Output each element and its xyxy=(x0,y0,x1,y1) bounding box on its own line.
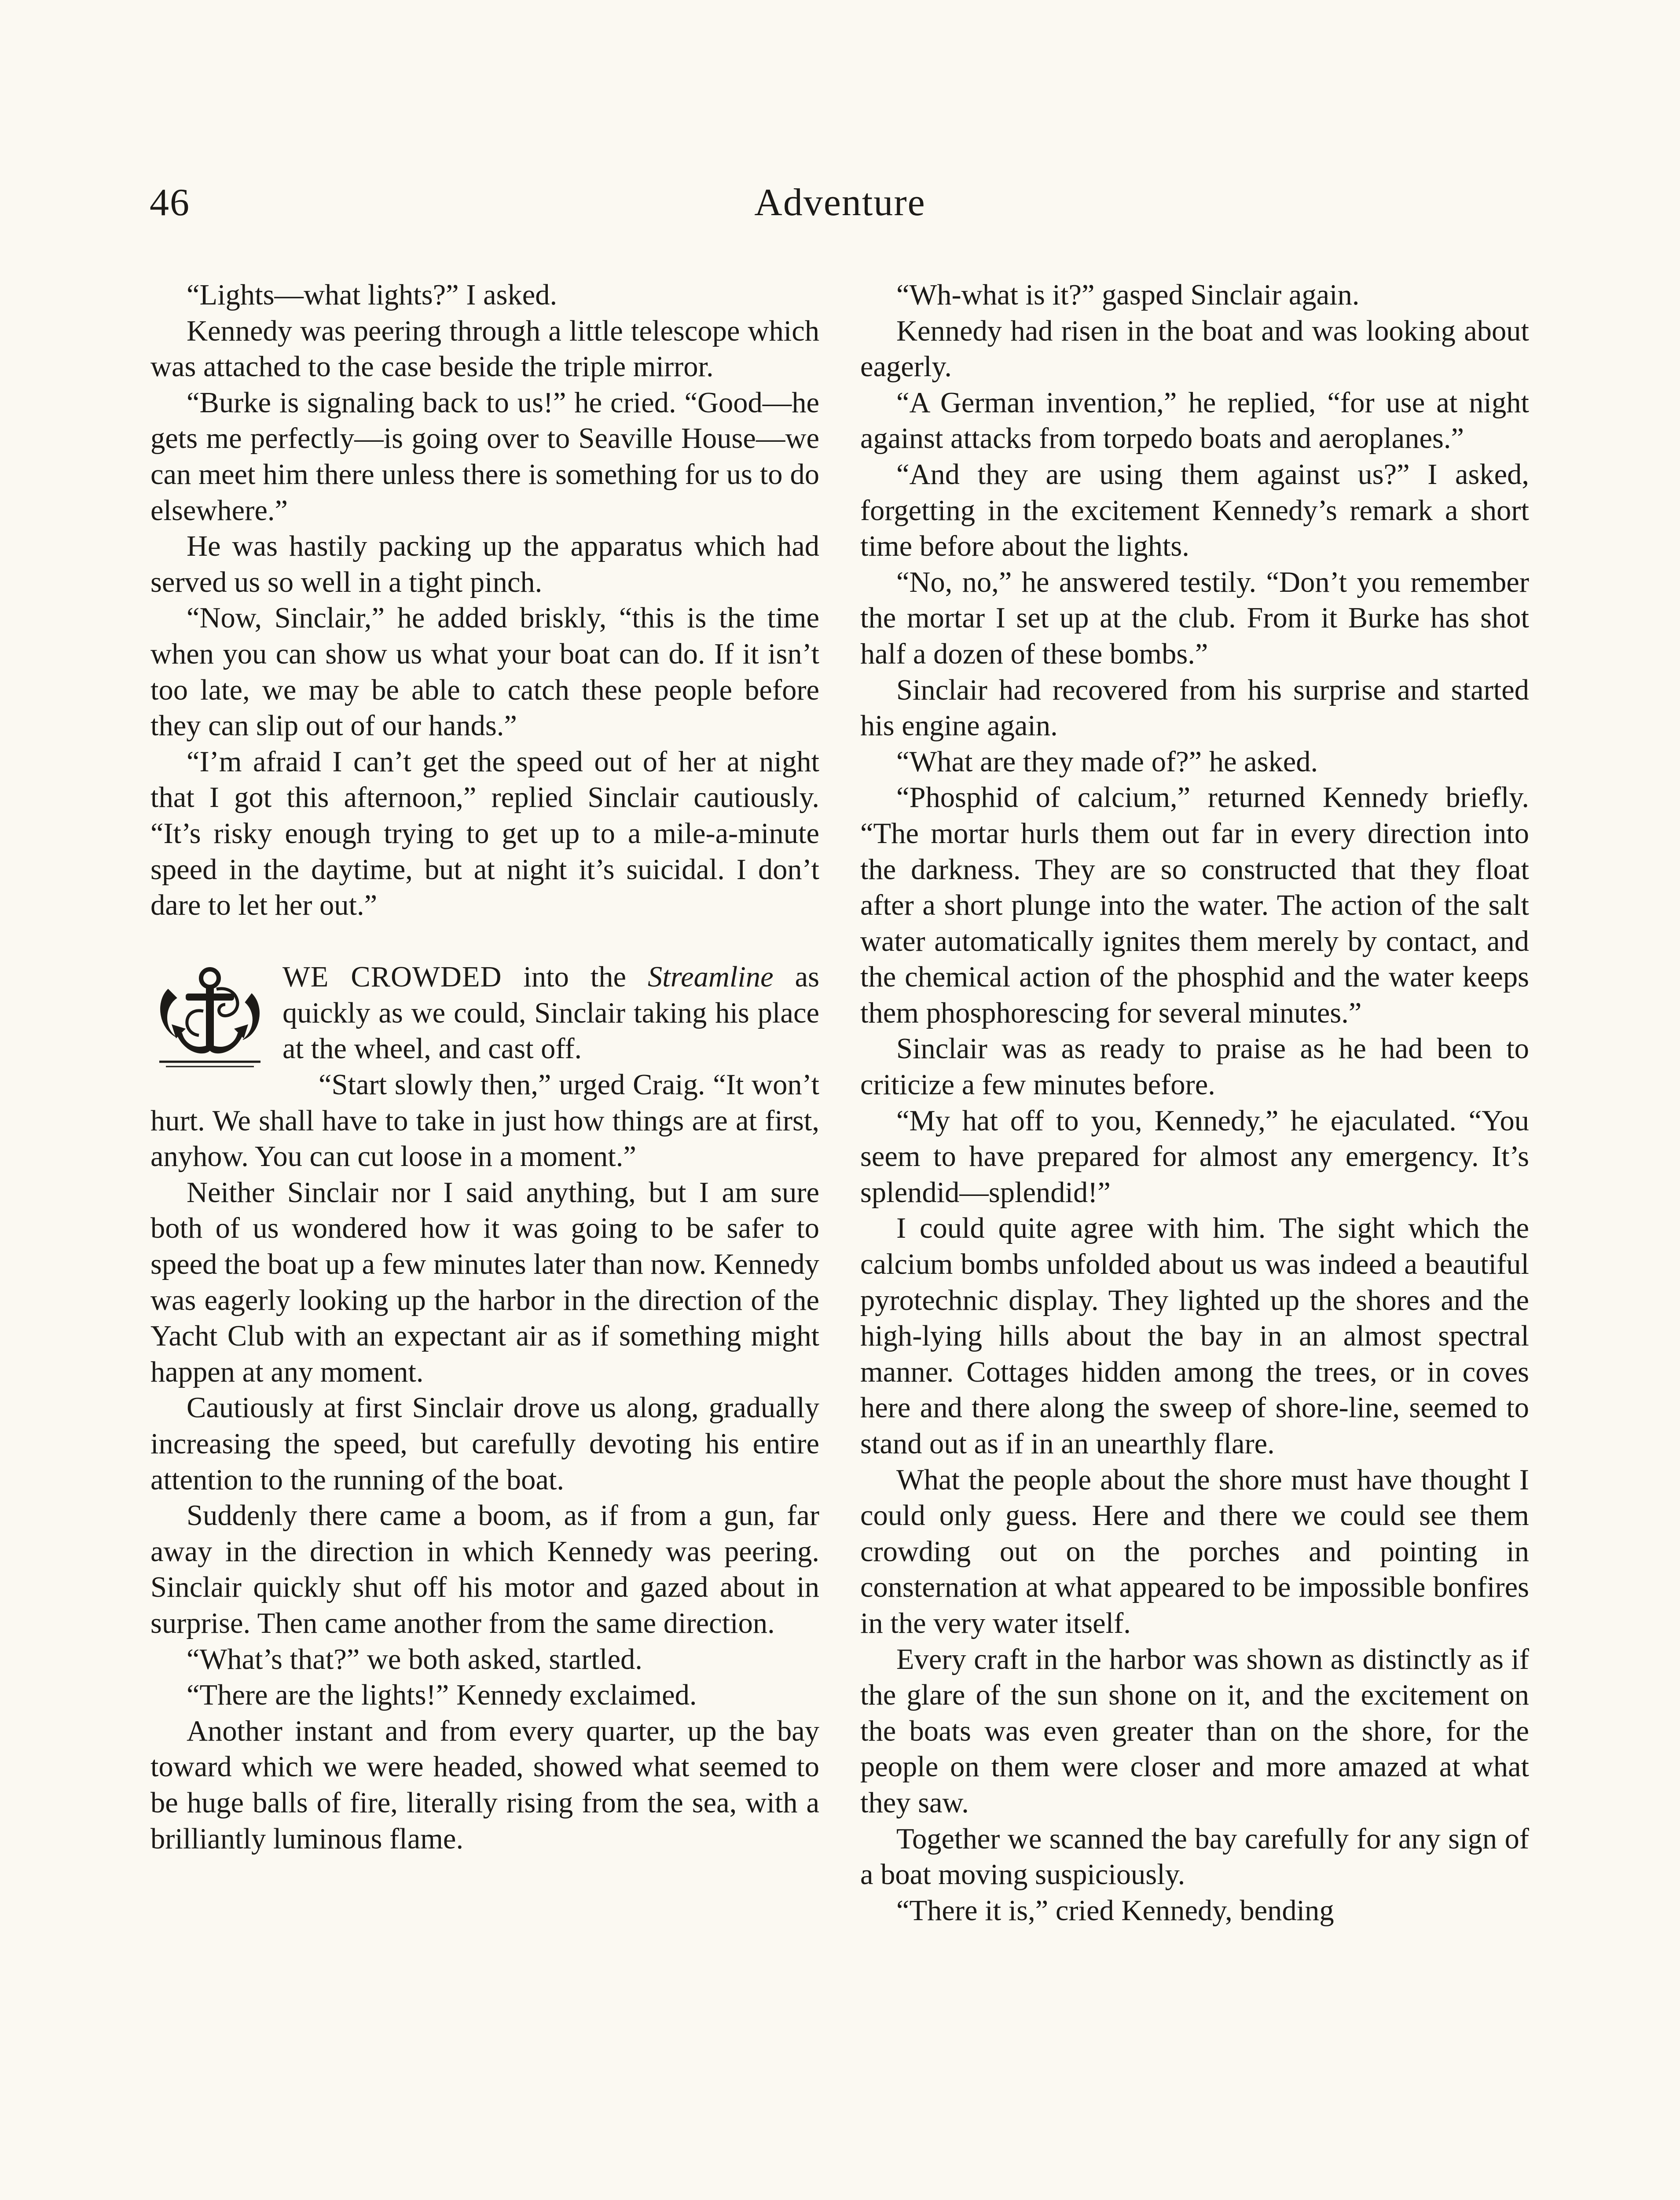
paragraph: Kennedy was peering through a little telescope which was attached to the case beside the triple mirror. xyxy=(150,315,819,383)
paragraph: “There it is,” cried Kennedy, bending xyxy=(896,1894,1334,1927)
paragraph: “What’s that?” we both asked, startled. xyxy=(187,1643,642,1676)
paragraph: “And they are using them against us?” I asked, forgetting in the excitement Kennedy’s remark a short time before about the lights. xyxy=(860,458,1529,563)
right-column xyxy=(860,277,1529,1929)
paragraph: Sinclair had recovered from his surprise and started his engine again. xyxy=(860,674,1529,742)
running-title: Adventure xyxy=(754,181,926,224)
paragraph: He was hastily packing up the apparatus which had served us so well in a tight pinch. xyxy=(150,530,819,598)
paragraph: “No, no,” he answered testily. “Don’t you remember the mortar I set up at the club. From it Burke has shot half a dozen of these bombs.” xyxy=(860,566,1529,670)
paragraph: “Phosphid of calcium,” returned Kennedy briefly. “The mortar hurls them out far in every direction into the darkness. They are so constructed that they float after a short plunge into the water. The action of the salt water automatically ignites them merely by contact, and the chemical action of the phosphid and the water keeps them phosphorescing for several minutes.” xyxy=(860,781,1529,1029)
paragraph: Sinclair was as ready to praise as he had been to criticize a few minutes before. xyxy=(860,1033,1529,1101)
paragraph: “Lights—what lights?” I asked. xyxy=(187,279,558,311)
paragraph: “My hat off to you, Kennedy,” he ejaculated. “You seem to have prepared for almost any emergency. It’s splendid—splendid!” xyxy=(860,1104,1529,1209)
section-opening-paragraph xyxy=(150,959,819,1067)
paragraph: “I’m afraid I can’t get the speed out of her at night that I got this afternoon,” replied Sinclair cautiously. “It’s risky enough trying to get up to a mile-a-minute speed in the daytime, but at night it’s suicidal. I don’t dare to let her out.” xyxy=(150,745,819,922)
paragraph: What the people about the shore must have thought I could only guess. Here and there we could see them crowding out on the porches and pointing in consternation at what appeared to be impossible bonfires in the very water itself. xyxy=(860,1463,1529,1639)
paragraph: Kennedy had risen in the boat and was looking about eagerly. xyxy=(860,315,1529,383)
paragraph: Together we scanned the bay carefully for any sign of a boat moving suspiciously. xyxy=(860,1822,1529,1891)
paragraph: “Burke is signaling back to us!” he cried. “Good—he gets me perfectly—is going over to Seaville House—we can meet him there unless there is something for us to do elsewhere.” xyxy=(150,386,819,527)
paragraph: I could quite agree with him. The sight which the calcium bombs unfolded about us was indeed a beautiful pyrotechnic display. They lighted up the shores and the high-lying hills about the bay in an almost spectral manner. Cottages hidden among the trees, or in coves here and there along the sweep of shore-line, seemed to stand out as if in an unearthly flare. xyxy=(860,1212,1529,1460)
left-column xyxy=(150,277,819,1857)
page-header xyxy=(150,180,1530,229)
anchor-icon xyxy=(150,963,269,1071)
paragraph: Suddenly there came a boom, as if from a gun, far away in the direction in which Kennedy was peering. Sinclair quickly shut off his motor and gazed about in surprise. Then came another from the same direction. xyxy=(150,1500,819,1639)
boat-name: Streamline xyxy=(648,961,774,994)
paragraph: Neither Sinclair nor I said anything, but I am sure both of us wondered how it was going to be safer to speed the boat up a few minutes later than now. Kennedy was eagerly looking up the harbor in the direction of the Yacht Club with an expectant air as if something might happen at any moment. xyxy=(150,1176,819,1388)
text-run: into the xyxy=(502,961,648,994)
paragraph: “Start slowly then,” urged Craig. “It won’t hurt. We shall have to take in just how things are at first, anyhow. You can cut loose in a moment.” xyxy=(150,1069,819,1173)
opening-capitals: WE CROWDED xyxy=(282,961,502,994)
paragraph: “There are the lights!” Kennedy exclaimed. xyxy=(187,1679,697,1712)
text-run: as quickly as we could, Sinclair taking his place at the wheel, and cast off. xyxy=(282,961,819,1065)
paragraph: Cautiously at first Sinclair drove us along, gradually increasing the speed, but carefully devoting his entire attention to the running of the boat. xyxy=(150,1392,819,1496)
paragraph: “What are they made of?” he asked. xyxy=(896,745,1318,778)
page-number: 46 xyxy=(150,181,190,224)
paragraph: Another instant and from every quarter, up the bay toward which we were headed, showed what seemed to be huge balls of fire, literally rising from the sea, with a brilliantly luminous flame. xyxy=(150,1715,819,1855)
paragraph: “Now, Sinclair,” he added briskly, “this is the time when you can show us what your boat can do. If it isn’t too late, we may be able to catch these people before they can slip out of our hands.” xyxy=(150,602,819,742)
paragraph: Every craft in the harbor was shown as distinctly as if the glare of the sun shone on it, and the excitement on the boats was even greater than on the shore, for the people on them were closer and more amazed at what they saw. xyxy=(860,1643,1529,1819)
paragraph: “Wh-what is it?” gasped Sinclair again. xyxy=(896,279,1360,311)
paragraph: “A German invention,” he replied, “for use at night against attacks from torpedo boats and aeroplanes.” xyxy=(860,386,1529,455)
